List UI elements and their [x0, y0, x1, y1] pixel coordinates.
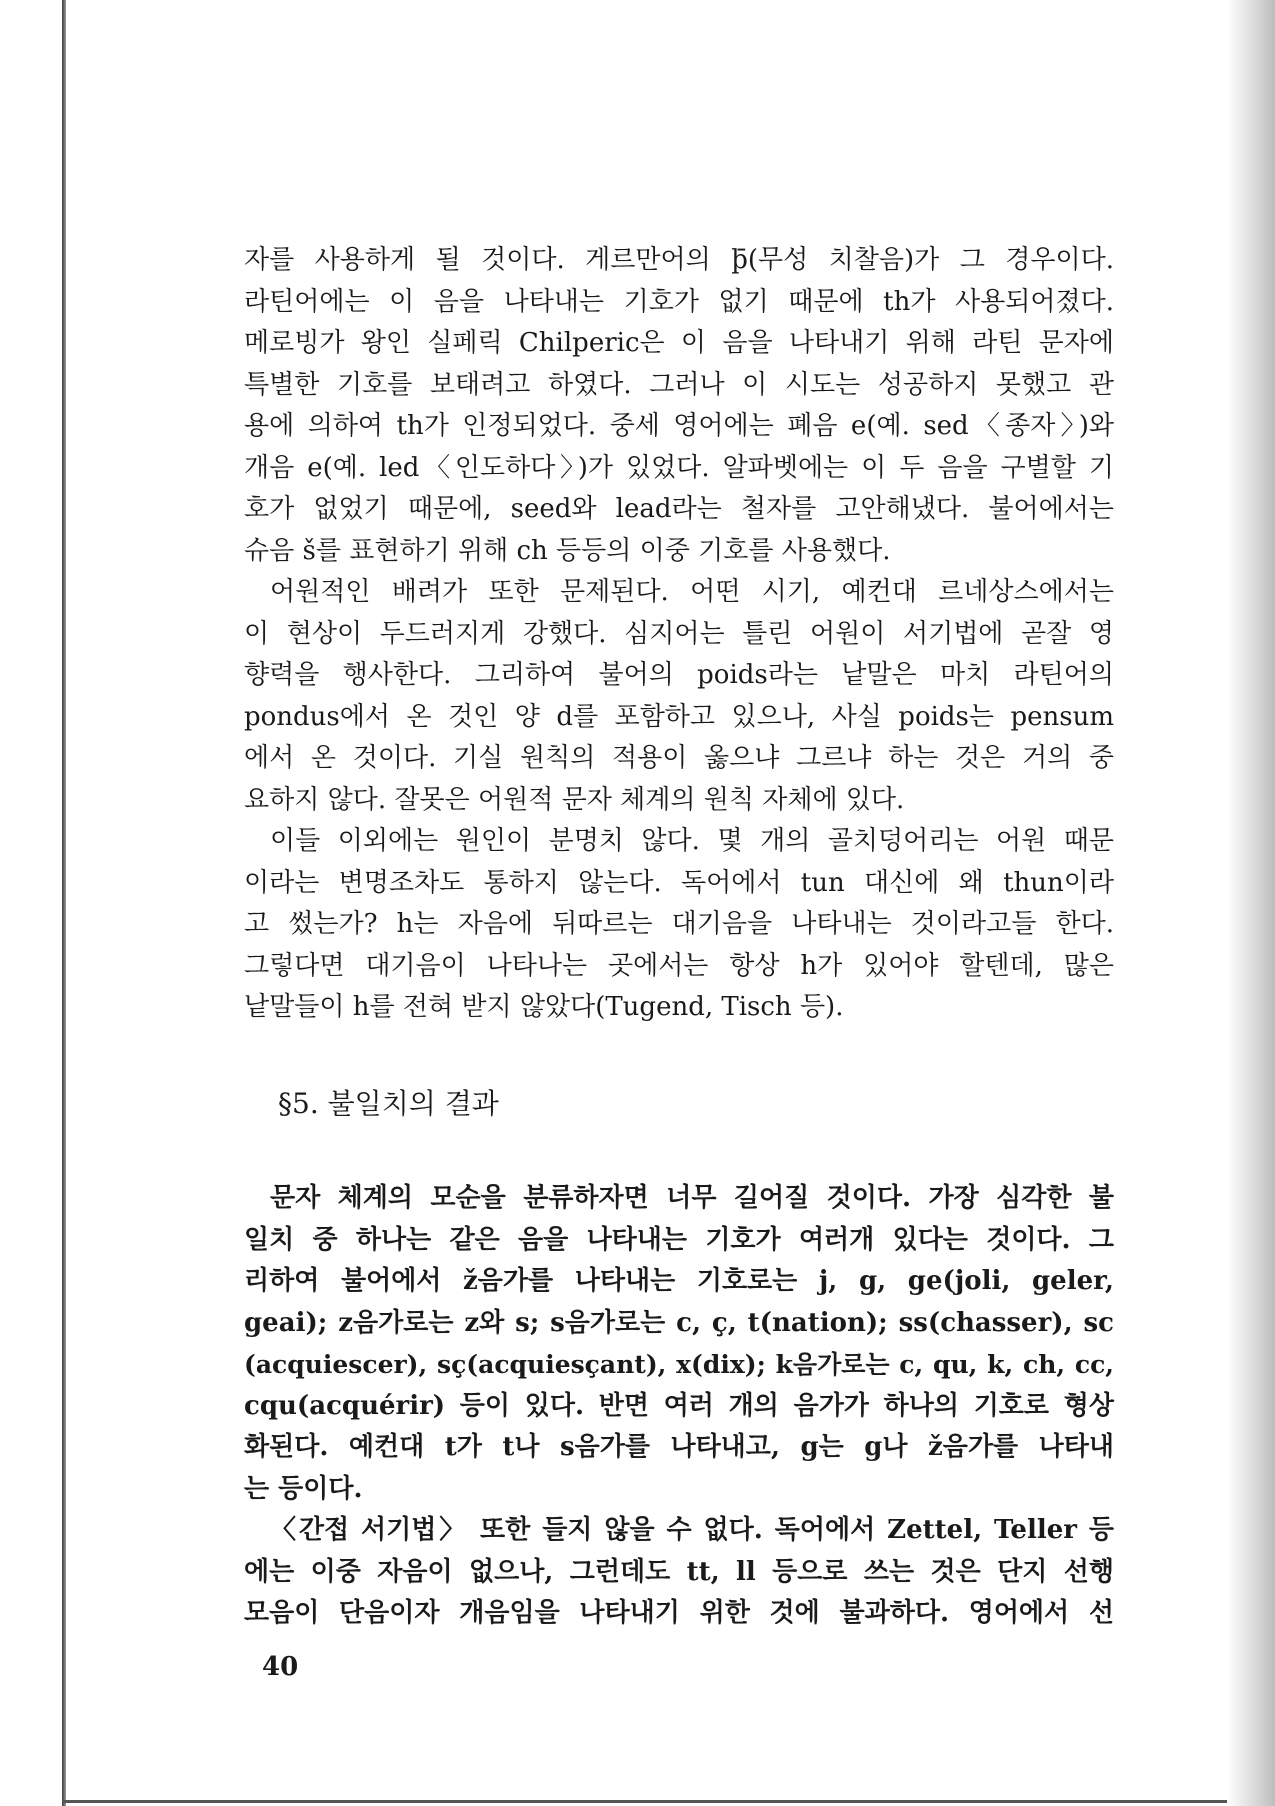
- text-line: 화된다. 예컨대 t가 t나 s음가를 나타내고, g는 g나 ž음가를 나타내: [244, 1432, 1114, 1462]
- text-line: 요하지 않다. 잘못은 어원적 문자 체계의 원칙 자체에 있다.: [244, 784, 905, 815]
- text-line: 에서 온 것이다. 기실 원칙의 적용이 옳으냐 그르냐 하는 것은 거의 중: [244, 743, 1114, 773]
- text-line: 일치 중 하나는 같은 음을 나타내는 기호가 여러개 있다는 것이다. 그: [244, 1224, 1114, 1255]
- section-heading: §5. 불일치의 결과: [278, 1087, 499, 1120]
- text-line: 에는 이중 자음이 없으나, 그런데도 tt, ll 등으로 쓰는 것은 단지 선행: [244, 1556, 1114, 1587]
- text-line: 는 등이다.: [244, 1473, 363, 1504]
- text-line: 〈간접 서기법〉 또한 들지 않을 수 없다. 독어에서 Zettel, Teller 등: [270, 1515, 1114, 1545]
- text-line: 라틴어에는 이 음을 나타내는 기호가 없기 때문에 th가 사용되어졌다.: [244, 286, 1114, 317]
- text-line: 호가 없었기 때문에, seed와 lead라는 철자를 고안해냈다. 불어에서는: [244, 494, 1114, 524]
- text-line: pondus에서 온 것인 양 d를 포함하고 있으나, 사실 poids는 pensum: [244, 701, 1114, 732]
- text-line: 슈음 š를 표현하기 위해 ch 등등의 이중 기호를 사용했다.: [244, 535, 891, 566]
- text-line: (acquiescer), sç(acquiesçant), x(dix); k음가로는 c, qu, k, ch, cc,: [244, 1350, 1114, 1379]
- body-text-section-4: [244, 240, 1114, 1029]
- text-line: 이라는 변명조차도 통하지 않는다. 독어에서 tun 대신에 왜 thun이라: [244, 867, 1114, 898]
- body-text-section-5: [244, 1178, 1114, 1635]
- text-line: 메로빙가 왕인 실페릭 Chilperic은 이 음을 나타내기 위해 라틴 문자에: [244, 328, 1114, 358]
- text-line: 이 현상이 두드러지게 강했다. 심지어는 틀린 어원이 서기법에 곧잘 영: [244, 618, 1114, 649]
- text-line: 어원적인 배려가 또한 문제된다. 어떤 시기, 예컨대 르네상스에서는: [270, 577, 1114, 607]
- text-line: 이들 이외에는 원인이 분명치 않다. 몇 개의 골치덩어리는 어원 때문: [270, 826, 1114, 856]
- page-left-edge: [62, 0, 66, 1806]
- text-line: 리하여 불어에서 ž음가를 나타내는 기호로는 j, g, ge(joli, geler,: [244, 1266, 1114, 1296]
- text-line: geai); z음가로는 z와 s; s음가로는 c, ç, t(nation); ss(chasser), sc: [244, 1307, 1114, 1338]
- text-line: cqu(acquérir) 등이 있다. 반면 여러 개의 음가가 하나의 기호로 형상: [244, 1390, 1114, 1421]
- text-line: 그렇다면 대기음이 나타나는 곳에서는 항상 h가 있어야 할텐데, 많은: [244, 950, 1114, 981]
- text-line: 문자 체계의 모순을 분류하자면 너무 길어질 것이다. 가장 심각한 불: [270, 1183, 1114, 1213]
- page-number: 40: [262, 1652, 299, 1682]
- text-line: 특별한 기호를 보태려고 하였다. 그러나 이 시도는 성공하지 못했고 관: [244, 369, 1114, 400]
- text-line: 개음 e(예. led〈인도하다〉)가 있었다. 알파벳에는 이 두 음을 구별할 기: [244, 452, 1114, 483]
- page-bottom-edge: [62, 1800, 1262, 1803]
- text-line: 향력을 행사한다. 그리하여 불어의 poids라는 낱말은 마치 라틴어의: [244, 660, 1114, 690]
- text-line: 자를 사용하게 될 것이다. 게르만어의 þ̄(무성 치찰음)가 그 경우이다.: [244, 245, 1114, 275]
- text-line: 모음이 단음이자 개음임을 나타내기 위한 것에 불과하다. 영어에서 선: [244, 1598, 1114, 1628]
- text-line: 고 썼는가? h는 자음에 뒤따르는 대기음을 나타내는 것이라고들 한다.: [244, 909, 1114, 939]
- page-right-shadow: [1227, 0, 1275, 1806]
- text-line: 용에 의하여 th가 인정되었다. 중세 영어에는 폐음 e(예. sed〈종자〉)와: [244, 411, 1114, 441]
- text-line: 낱말들이 h를 전혀 받지 않았다(Tugend, Tisch 등).: [244, 992, 844, 1022]
